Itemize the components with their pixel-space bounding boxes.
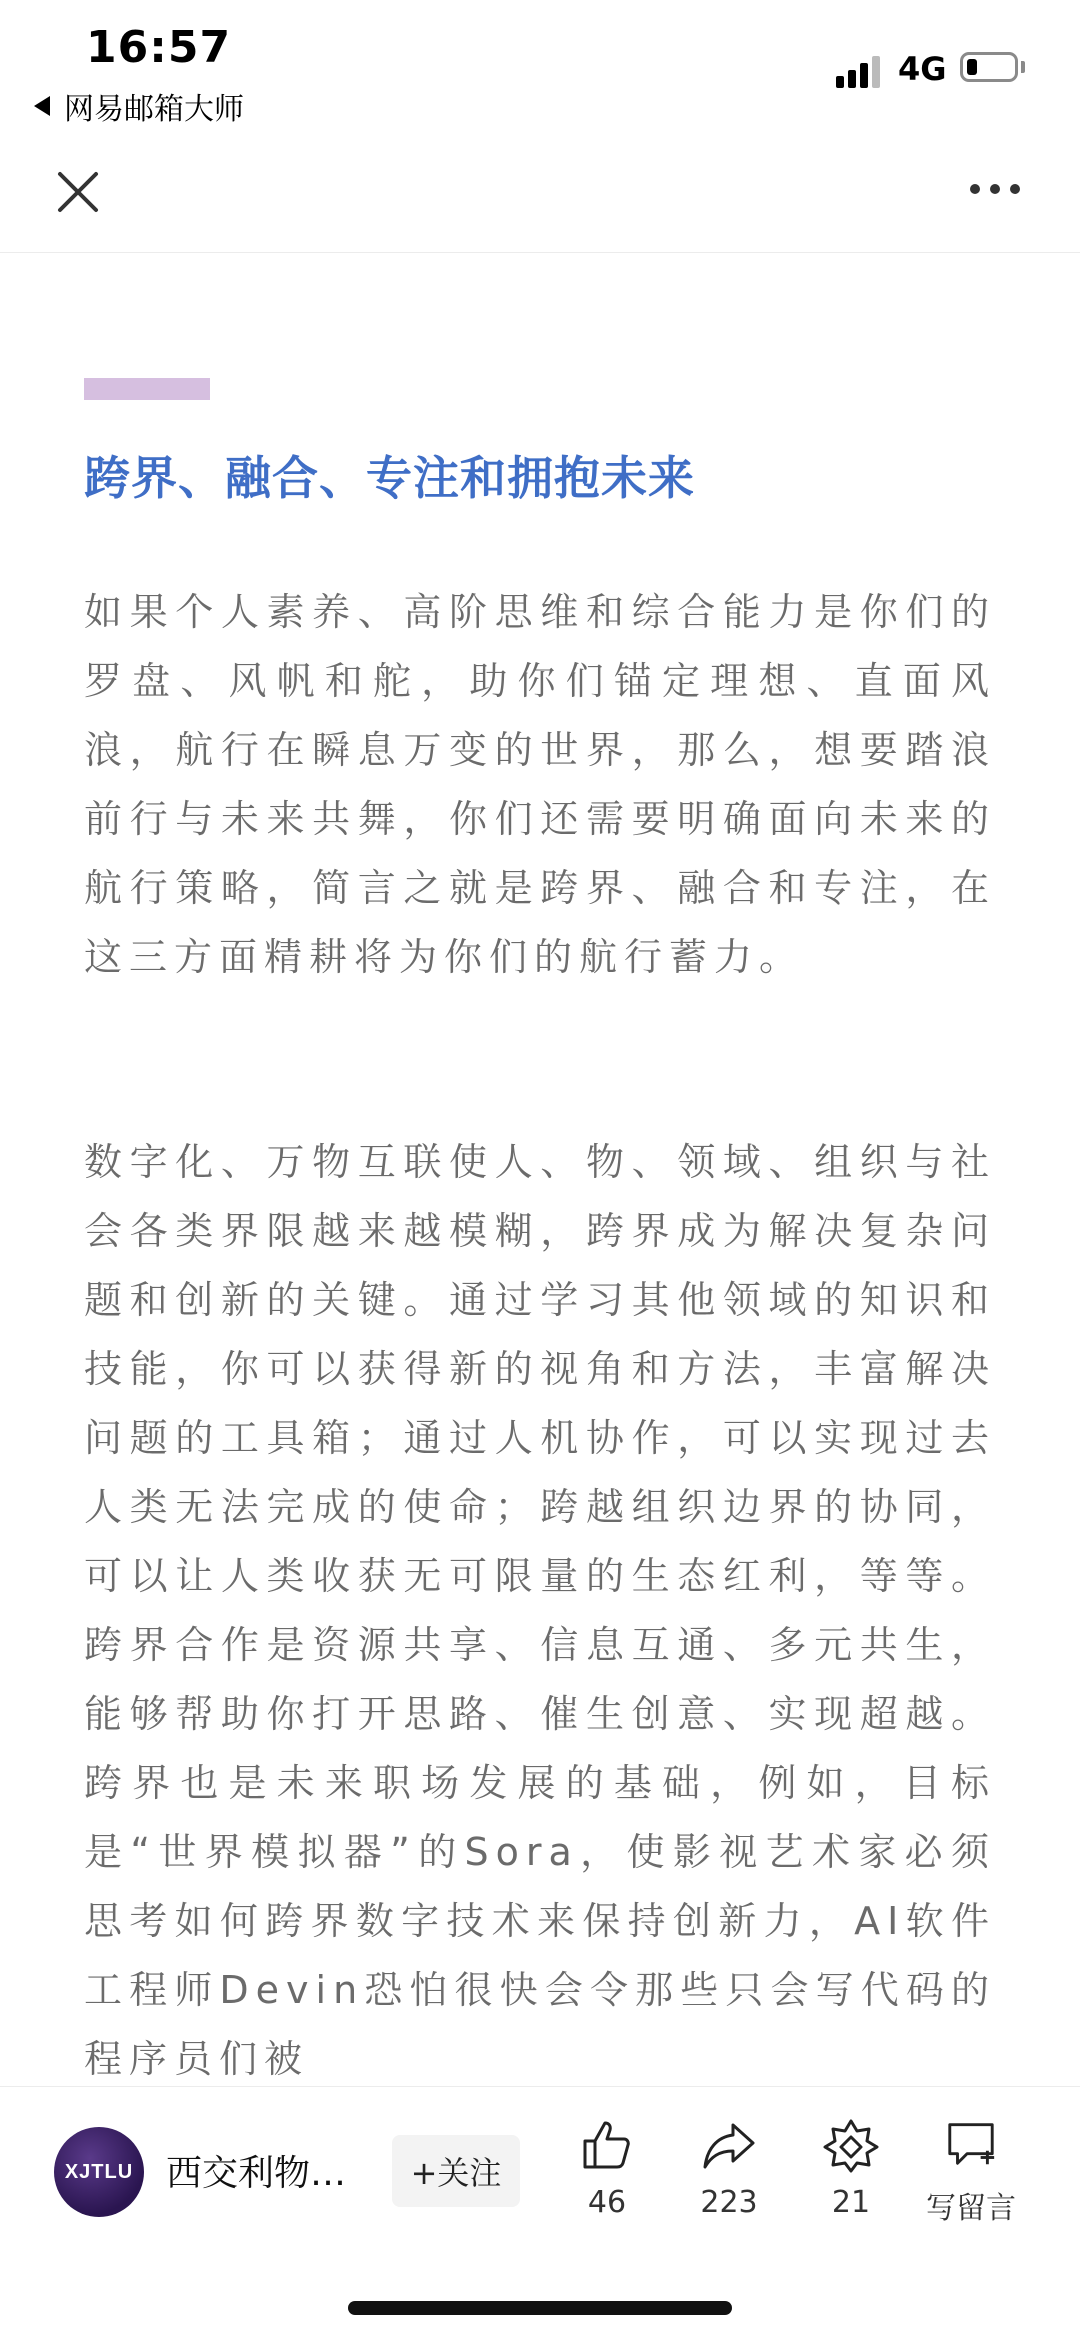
article-paragraph: 如果个人素养、高阶思维和综合能力是你们的罗盘、风帆和舵，助你们锚定理想、直面风浪，航行在瞬息万变的世界，那么，想要踏浪前行与未来共舞，你们还需要明确面向未来的航行策略，简言之就是跨界、融合和专注，在这三方面精耕将为你们的航行蓄力。	[84, 590, 996, 979]
wow-icon	[823, 2117, 879, 2173]
write-comment-label: 写留言	[926, 2191, 1016, 2226]
follow-button[interactable]: +关注	[392, 2135, 520, 2207]
network-type: 4G	[898, 50, 947, 88]
more-button[interactable]	[970, 184, 1030, 200]
battery-icon	[960, 52, 1018, 82]
account-name[interactable]: 西交利物…	[166, 2153, 347, 2194]
comment-icon	[943, 2117, 999, 2171]
back-app-label: 网易邮箱大师	[64, 92, 244, 127]
write-comment-button[interactable]	[916, 2117, 1026, 2227]
status-time: 16:57	[86, 22, 232, 73]
account-avatar[interactable]: XJTLU	[54, 2127, 144, 2217]
status-bar	[0, 0, 1080, 130]
nav-bar	[0, 130, 1080, 253]
wow-button[interactable]	[796, 2117, 906, 2227]
close-button[interactable]	[54, 168, 102, 216]
share-count: 223	[700, 2185, 758, 2220]
thumb-up-icon	[579, 2117, 635, 2173]
close-icon	[54, 168, 102, 216]
home-indicator[interactable]	[348, 2301, 732, 2315]
more-icon	[970, 184, 980, 194]
battery-tip	[1021, 61, 1025, 73]
like-button[interactable]	[552, 2117, 662, 2227]
section-accent-bar	[84, 378, 210, 400]
share-button[interactable]	[674, 2117, 784, 2227]
share-icon	[701, 2117, 757, 2173]
signal-icon	[836, 54, 880, 88]
like-count: 46	[587, 2185, 627, 2220]
article-paragraph: 数字化、万物互联使人、物、领域、组织与社会各类界限越来越模糊，跨界成为解决复杂问题和创新的关键。通过学习其他领域的知识和技能，你可以获得新的视角和方法，丰富解决问题的工具箱；通过人机协作，可以实现过去人类无法完成的使命；跨越组织边界的协同，可以让人类收获无可限量的生态红利，等等。跨界合作是资源共享、信息互通、多元共生，能够帮助你打开思路、催生创意、实现超越。跨界也是未来职场发展的基础，例如，目标是“世界模拟器”的Sora，使影视艺术家必须思考如何跨界数字技术来保持创新力，AI软件工程师Devin恐怕很快会令那些只会写代码的程序员们被	[84, 1140, 996, 2081]
back-to-app-link[interactable]	[34, 84, 244, 128]
back-triangle-icon	[34, 96, 50, 116]
section-title: 跨界、融合、专注和拥抱未来	[84, 451, 695, 505]
wow-count: 21	[831, 2185, 871, 2220]
